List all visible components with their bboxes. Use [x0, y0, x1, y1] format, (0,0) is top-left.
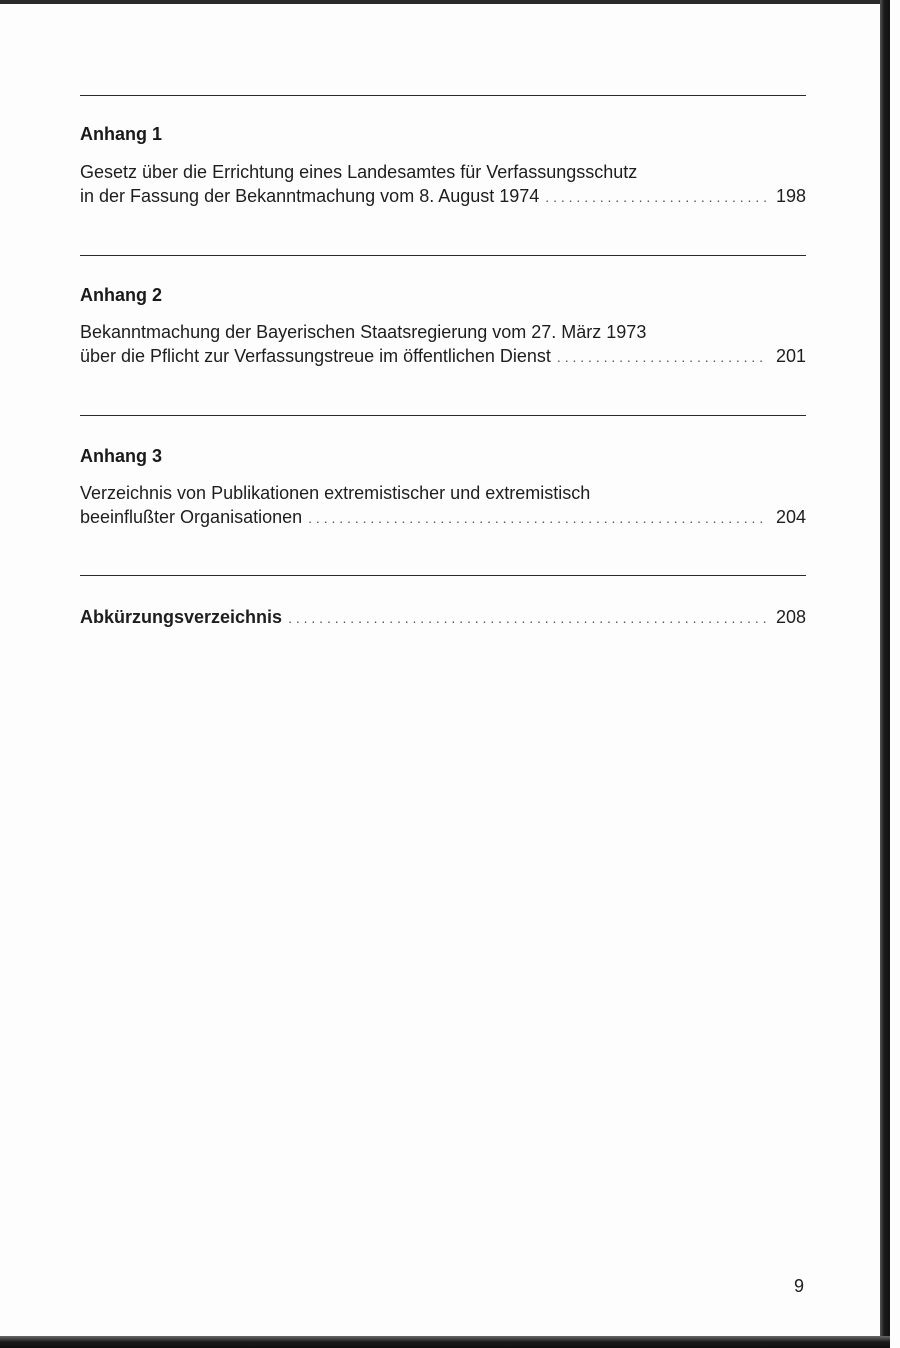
section-divider: [80, 575, 806, 576]
dot-leader: [308, 506, 766, 530]
toc-entry-title: Abkürzungsverzeichnis: [80, 607, 283, 627]
section-text-line: Gesetz über die Errichtung eines Landesamtes für Verfassungsschutz: [80, 162, 638, 182]
scan-bottom-edge: [0, 1336, 890, 1348]
page-number: 9: [793, 1276, 804, 1296]
toc-page-number: 208: [775, 607, 806, 627]
section-text-line: Verzeichnis von Publikationen extremistischer und extremistisch: [80, 483, 591, 503]
toc-entry-anhang-1[interactable]: [80, 184, 806, 208]
toc-entry-text: über die Pflicht zur Verfassungstreue im öffentlichen Dienst: [80, 346, 551, 366]
toc-entry-anhang-3[interactable]: [80, 505, 806, 529]
section-divider: [80, 255, 806, 256]
toc-page-number: 198: [775, 186, 806, 206]
section-heading-anhang-2: Anhang 2: [80, 285, 163, 305]
toc-entry-text: beeinflußter Organisationen: [80, 507, 303, 527]
toc-page-number: 204: [775, 507, 806, 527]
dot-leader: [288, 606, 766, 630]
dot-leader: [545, 185, 766, 209]
section-text-line: Bekanntmachung der Bayerischen Staatsregierung vom 27. März 1973: [80, 322, 647, 342]
toc-entry-text: in der Fassung der Bekanntmachung vom 8. August 1974: [80, 186, 540, 206]
section-heading-anhang-3: Anhang 3: [80, 446, 163, 466]
section-heading-anhang-1: Anhang 1: [80, 124, 163, 144]
section-divider: [80, 415, 806, 416]
section-divider: [80, 95, 806, 96]
scan-right-edge: [880, 0, 890, 1348]
scan-top-edge: [0, 0, 886, 4]
toc-entry-anhang-2[interactable]: [80, 344, 806, 368]
dot-leader: [557, 345, 766, 369]
toc-page-number: 201: [775, 346, 806, 366]
toc-entry-abbreviations[interactable]: [80, 605, 806, 629]
